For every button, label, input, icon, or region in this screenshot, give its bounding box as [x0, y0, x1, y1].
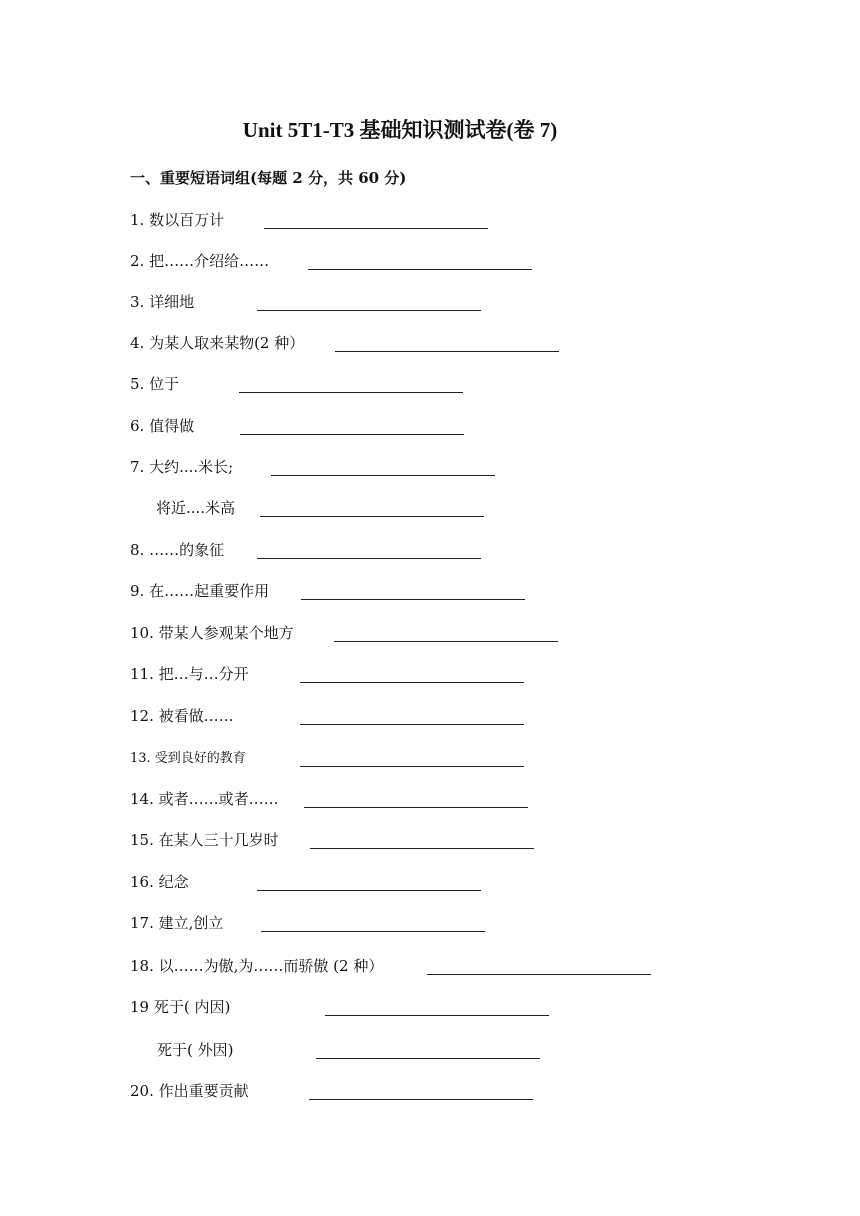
answer-blank[interactable]	[257, 871, 481, 891]
answer-blank[interactable]	[261, 912, 485, 932]
answer-blank[interactable]	[300, 705, 524, 725]
section-heading: 一、重要短语词组(每题 2 分，共 60 分)	[130, 169, 407, 187]
question-label: 14. 或者……或者……	[130, 790, 279, 808]
question-label: 13. 受到良好的教育	[130, 751, 246, 766]
answer-blank[interactable]	[239, 373, 463, 393]
answer-blank[interactable]	[316, 1039, 540, 1059]
question-label: 7. 大约....米长;	[130, 458, 234, 476]
question-label: 5. 位于	[130, 375, 180, 393]
question-label: 12. 被看做……	[130, 707, 234, 725]
question-label: 16. 纪念	[130, 873, 189, 891]
answer-blank[interactable]	[308, 250, 532, 270]
answer-blank[interactable]	[260, 497, 484, 517]
question-label: 11. 把…与…分开	[130, 665, 249, 683]
question-label: 3. 详细地	[130, 293, 195, 311]
question-label: 20. 作出重要贡献	[130, 1082, 249, 1100]
question-label: 将近....米高	[156, 499, 236, 517]
question-label: 2. 把……介绍给……	[130, 252, 270, 270]
question-label: 9. 在……起重要作用	[130, 582, 270, 600]
page-title: Unit 5T1-T3 基础知识测试卷(卷 7)	[242, 118, 558, 142]
answer-blank[interactable]	[271, 456, 495, 476]
question-label: 死于( 外因)	[157, 1041, 234, 1059]
question-label: 8. ……的象征	[130, 541, 225, 559]
question-label: 1. 数以百万计	[130, 211, 225, 229]
answer-blank[interactable]	[240, 415, 464, 435]
answer-blank[interactable]	[334, 622, 558, 642]
answer-blank[interactable]	[301, 580, 525, 600]
answer-blank[interactable]	[325, 996, 549, 1016]
question-label: 19 死于( 内因)	[130, 998, 231, 1016]
question-label: 10. 带某人参观某个地方	[130, 624, 294, 642]
question-label: 15. 在某人三十几岁时	[130, 831, 279, 849]
answer-blank[interactable]	[257, 291, 481, 311]
answer-blank[interactable]	[257, 539, 481, 559]
answer-blank[interactable]	[300, 663, 524, 683]
question-label: 4. 为某人取来某物(2 种）	[130, 334, 305, 352]
answer-blank[interactable]	[427, 955, 651, 975]
answer-blank[interactable]	[335, 332, 559, 352]
answer-blank[interactable]	[310, 829, 534, 849]
answer-blank[interactable]	[304, 788, 528, 808]
answer-blank[interactable]	[309, 1080, 533, 1100]
answer-blank[interactable]	[300, 747, 524, 767]
answer-blank[interactable]	[264, 209, 488, 229]
question-label: 6. 值得做	[130, 417, 195, 435]
question-label: 18. 以……为傲,为……而骄傲 (2 种）	[130, 957, 384, 975]
question-label: 17. 建立,创立	[130, 914, 224, 932]
